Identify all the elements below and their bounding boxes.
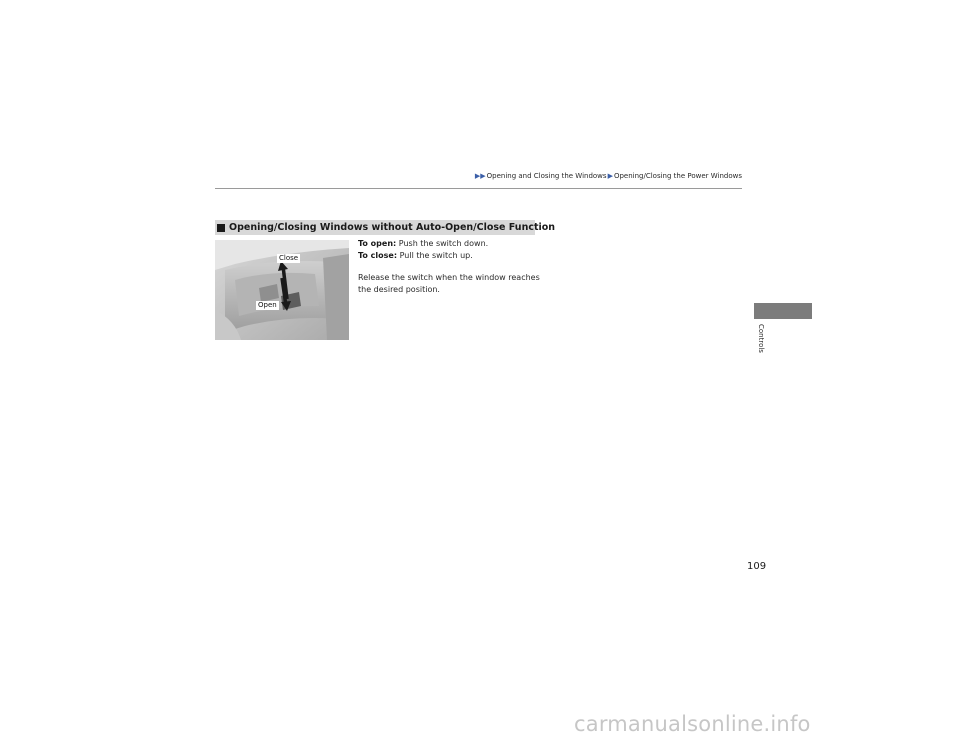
section-heading <box>215 220 556 235</box>
breadcrumb-arrow-icon: ▶▶ <box>474 172 486 180</box>
open-instruction <box>358 238 548 250</box>
header-divider <box>215 188 742 189</box>
breadcrumb-item[interactable]: Opening and Closing the Windows <box>486 172 607 180</box>
breadcrumb-arrow-icon: ▶ <box>607 172 613 180</box>
window-switch-illustration <box>215 240 349 340</box>
section-title: Opening/Closing Windows without Auto-Open/Close Function <box>229 222 556 233</box>
close-direction-label: Close <box>279 254 299 262</box>
release-instruction-line: Release the switch when the window reaches <box>358 273 540 282</box>
side-chapter-label: Controls <box>757 324 765 353</box>
square-bullet-icon <box>217 224 225 232</box>
breadcrumb <box>475 172 742 180</box>
breadcrumb-item[interactable]: Opening/Closing the Power Windows <box>613 172 742 180</box>
instructions-text <box>358 238 548 295</box>
watermark: carmanualsonline.info <box>574 712 811 736</box>
side-chapter-tab[interactable] <box>754 303 812 319</box>
open-text: Push the switch down. <box>398 239 489 248</box>
close-text: Pull the switch up. <box>399 250 473 260</box>
open-label: To open: <box>358 239 397 248</box>
close-label: To close: <box>358 250 398 260</box>
page-number: 109 <box>747 561 767 572</box>
close-instruction <box>358 250 548 262</box>
open-direction-label: Open <box>258 301 277 309</box>
release-instruction-line: the desired position. <box>358 284 440 294</box>
